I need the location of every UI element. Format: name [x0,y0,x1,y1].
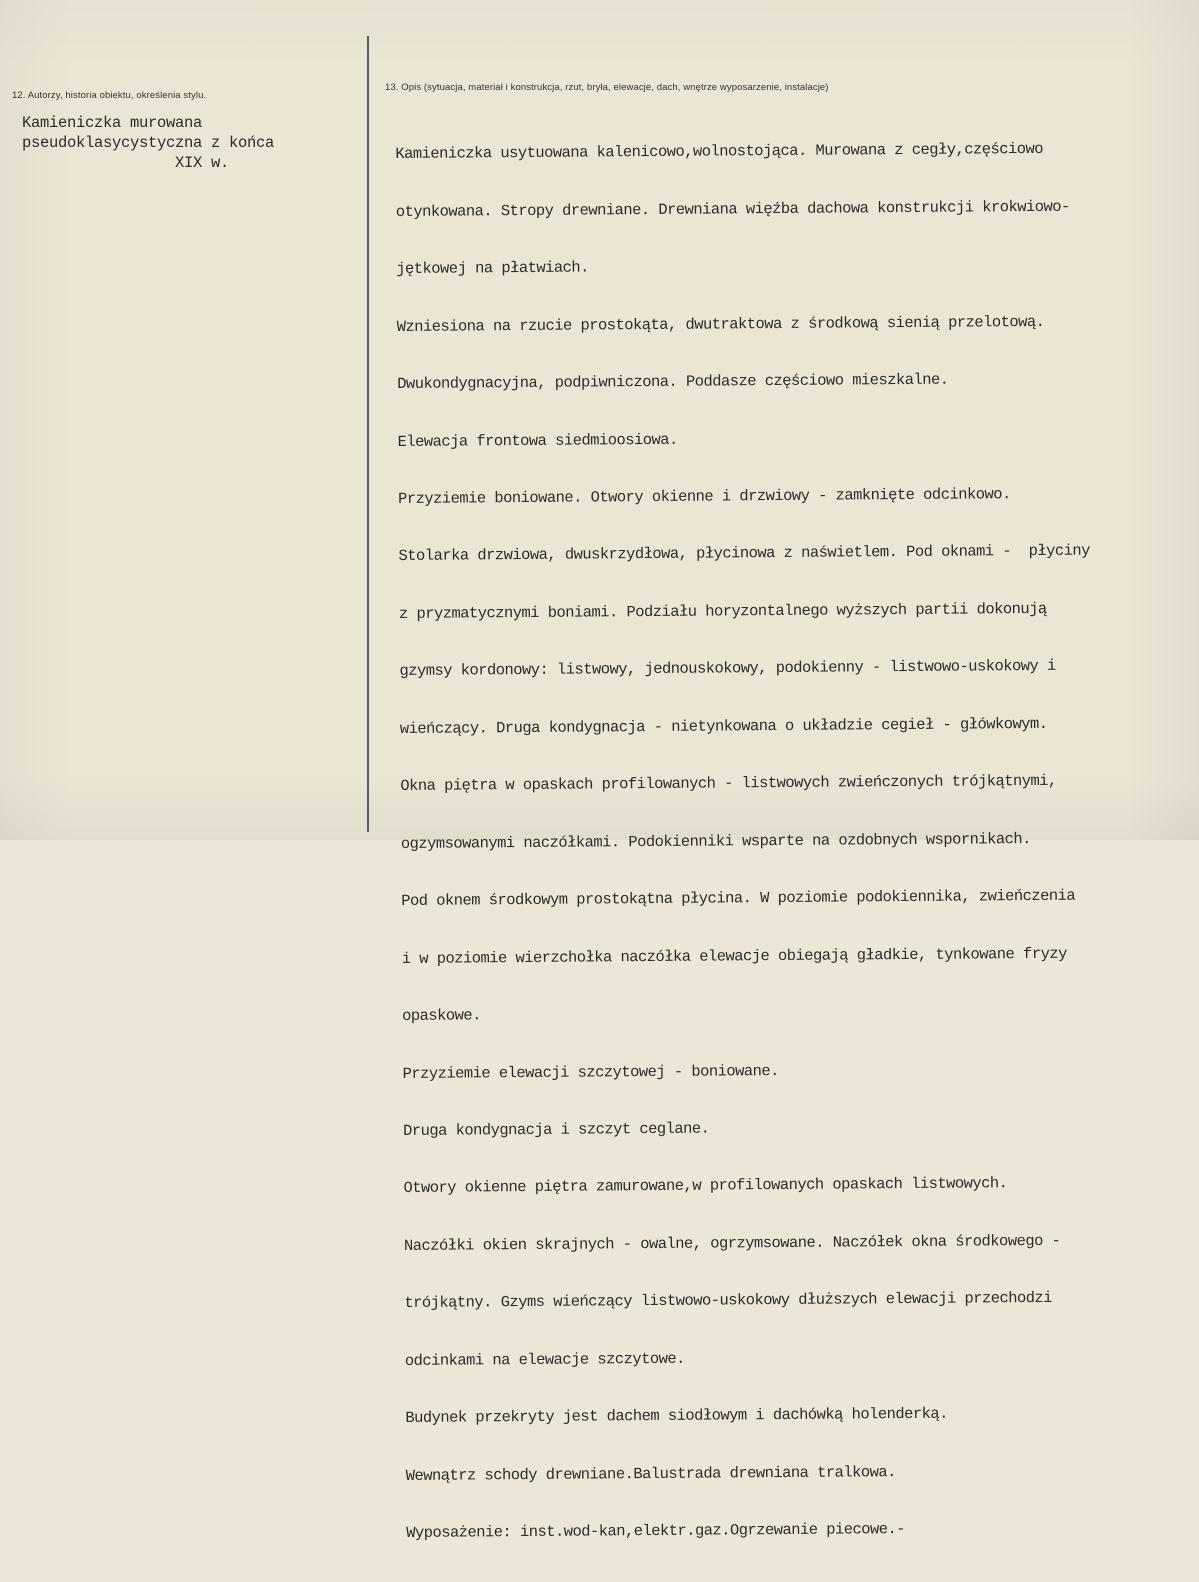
typed-line: opaskowe. [402,1006,481,1026]
typed-line: Przyziemie elewacji szczytowej - boniowane. [402,1061,779,1083]
typed-line: Kamieniczka usytuowana kalenicowo,wolnostojąca. Murowana z cegły,częściowo [395,140,1044,164]
typed-line: XIX w. [22,154,230,172]
typed-line: jętkowej na płatwiach. [396,258,589,279]
typed-line: gzymsy kordonowy: listwowy, jednouskokowy, podokienny - listwowo-uskokowy i [399,657,1056,681]
typed-line: Okna piętra w opaskach profilowanych - listwowych zwieńczonych trójkątnymi, [400,772,1057,796]
typed-line: i w poziomie wierzchołka naczółka elewacje obiegają gładkie, tynkowane fryzy [401,944,1067,968]
typed-line: Wzniesiona na rzucie prostokąta, dwutraktowa z środkową sienią przelotową. [396,312,1045,336]
typed-line: Pod oknem środkowym prostokątna płycina. W poziomie podokiennika, zwieńczenia [401,886,1076,911]
typed-line: Naczółki okien skrajnych - owalne, ogrzymsowane. Naczółek okna środkowego - [403,1231,1061,1255]
typed-line: z pryzmatycznymi boniami. Podziału horyzontalnego wyższych partii dokonują [398,599,1047,623]
typed-line: wieńczący. Druga kondygnacja - nietynkowana o układzie cegieł - główkowym. [399,714,1048,738]
typed-line: pseudoklasycystyczna z końca [22,134,275,152]
typed-line: odcinkami na elewacje szczytowe. [404,1349,685,1370]
typed-line: Budynek przekryty jest dachem siodłowym i dachówką holenderką. [405,1404,948,1428]
typed-line: otynkowana. Stropy drewniane. Drewniana więźba dachowa konstrukcji krokwiowo- [395,197,1070,221]
section-12-text [22,113,274,173]
typed-line: trójkątny. Gzyms wieńczący listwowo-uskokowy dłuższych elewacji przechodzi [404,1289,1053,1313]
column-divider [367,36,369,832]
typed-line: Kamieniczka murowana [22,114,203,132]
section-12-label: 12. Autorzy, historia obiektu, określenia stylu. [12,90,207,101]
typed-line: ogzymsowanymi naczółkami. Podokienniki wsparte na ozdobnych wspornikach. [400,829,1031,853]
typed-line: Dwukondygnacyjna, podpiwniczona. Poddasze częściowo mieszkalne. [397,370,949,394]
typed-line: Druga kondygnacja i szczyt ceglane. [402,1119,710,1140]
typed-line: Stolarka drzwiowa, dwuskrzydłowa, płycinowa z naświetlem. Pod oknami - płyciny [398,542,1090,566]
section-13-text [395,102,1098,1582]
typed-line: Wyposażenie: inst.wod-kan,elektr.gaz.Ogrzewanie piecowe.- [406,1520,906,1543]
typed-line: Przyziemie boniowane. Otwory okienne i drzwiowy - zamknięte odcinkowo. [398,485,1011,509]
typed-line: Otwory okienne piętra zamurowane,w profilowanych opaskach listwowych. [403,1174,1008,1198]
typed-line: Elewacja frontowa siedmioosiowa. [397,430,678,451]
section-13-label: 13. Opis (sytuacja, materiał i konstrukcja, rzut, bryła, elewacje, dach, wnętrze wyposarzenie, instalacje) [385,82,829,93]
typed-line: Wewnątrz schody drewniane.Balustrada drewniana tralkowa. [405,1462,896,1485]
